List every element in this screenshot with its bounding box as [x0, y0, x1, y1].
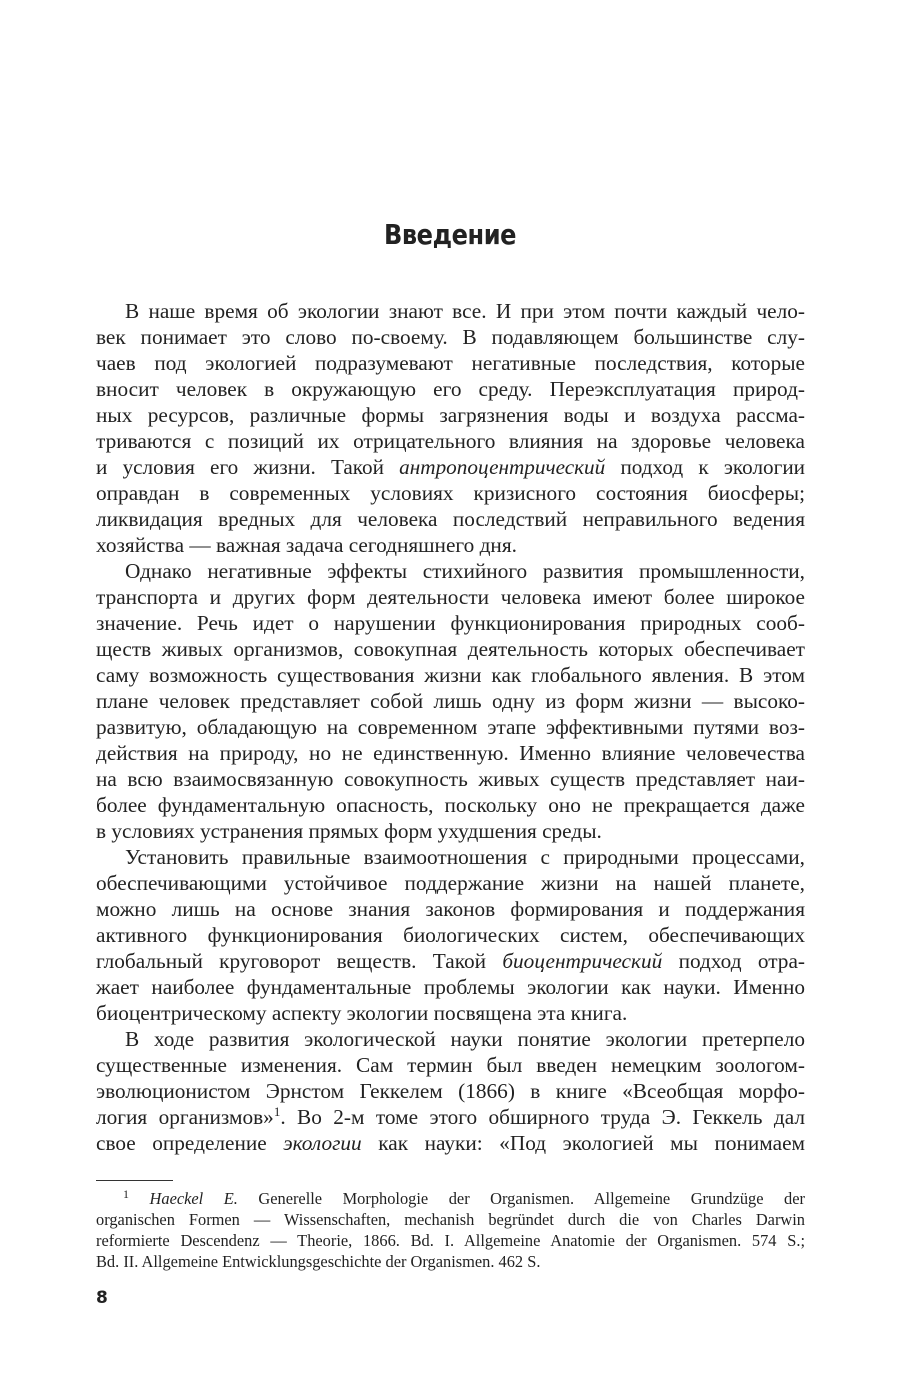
text-line: Однако негативные эффекты стихийного развития промышленности, [125, 559, 805, 583]
text-line [96, 1130, 805, 1156]
text-line: развитую, обладающую на современном этапе эффективными путями воз- [96, 715, 805, 739]
footnote-line [96, 1188, 805, 1209]
emphasis-term: антропоцентрический [399, 455, 606, 479]
text-line: активного функционирования биологических систем, обеспечивающих [96, 923, 805, 947]
text-fragment: и условия его жизни. Такой [96, 455, 400, 479]
text-line: триваются с позиций их отрицательного влияния на здоровье человека [96, 429, 805, 453]
text-fragment: логия организмов» [96, 1105, 274, 1129]
text-line: эволюционистом Эрнстом Геккелем (1866) в книге «Всеобщая морфо- [96, 1079, 805, 1103]
text-line: действия на природу, но не единственную. Именно влияние человечества [96, 741, 805, 765]
text-line: более фундаментальную опасность, поскольку оно не прекращается даже [96, 793, 805, 817]
footnote-marker: 1 [123, 1187, 129, 1201]
text-line: ных ресурсов, различные формы загрязнения воды и воздуха рассма- [96, 403, 805, 427]
text-line: оправдан в современных условиях кризисного состояния биосферы; [96, 481, 805, 505]
text-line [96, 1104, 805, 1130]
text-line: существенные изменения. Сам термин был введен немецким зоологом- [96, 1053, 805, 1077]
text-line: биоцентрическому аспекту экологии посвящена эта книга. [96, 1001, 628, 1025]
page-number: 8 [96, 1288, 108, 1308]
emphasis-term: биоцентрический [502, 949, 663, 973]
footnote-line: organischen Formen — Wissenschaften, mechanish begründet durch die von Charles Darwin [96, 1210, 805, 1229]
body-text [96, 298, 805, 1156]
text-line: транспорта и других форм деятельности человека имеют более широкое [96, 585, 805, 609]
text-fragment: свое определение [96, 1131, 284, 1155]
text-line: ществ живых организмов, совокупная деятельность которых обеспечивает [96, 637, 805, 661]
text-fragment: Generelle Morphologie der Organismen. Allgemeine Grundzüge der [237, 1189, 805, 1208]
text-line: ликвидация вредных для человека последствий неправильного ведения [96, 507, 805, 531]
text-fragment: подход к экологии [605, 455, 805, 479]
text-line: значение. Речь идет о нарушении функционирования природных сооб- [96, 611, 805, 635]
text-line: В наше время об экологии знают все. И при этом почти каждый чело- [125, 299, 805, 323]
footnote-divider [96, 1180, 173, 1181]
footnote [96, 1188, 805, 1272]
text-line: век понимает это слово по-своему. В подавляющем большинстве слу- [96, 325, 805, 349]
text-line: жает наиболее фундаментальные проблемы экологии как науки. Именно [96, 975, 805, 999]
paragraph-3 [96, 844, 805, 1026]
footnote-line: Bd. II. Allgemeine Entwicklungsgeschichte der Organismen. 462 S. [96, 1252, 541, 1271]
emphasis-term: экологии [283, 1131, 362, 1155]
chapter-title: Введение [383, 218, 517, 251]
footnote-reference[interactable]: 1 [273, 1104, 281, 1119]
text-fragment: . Во 2-м томе этого обширного труда Э. Геккель дал [280, 1105, 805, 1129]
text-line: обеспечивающими устойчивое поддержание жизни на нашей планете, [96, 871, 805, 895]
text-fragment: подход отра- [662, 949, 805, 973]
text-line: хозяйства — важная задача сегодняшнего дня. [96, 533, 517, 557]
text-line: на всю взаимосвязанную совокупность живых существ представляет наи- [96, 767, 805, 791]
text-fragment: как науки: «Под экологией мы понимаем [361, 1131, 805, 1155]
text-line: плане человек представляет собой лишь одну из форм жизни — высоко- [96, 689, 805, 713]
text-fragment: глобальный круговорот веществ. Такой [96, 949, 503, 973]
text-line: саму возможность существования жизни как глобального явления. В этом [96, 663, 805, 687]
text-line: можно лишь на основе знания законов формирования и поддержания [96, 897, 805, 921]
paragraph-4 [96, 1026, 805, 1156]
text-line: чаев под экологией подразумевают негативные последствия, которые [96, 351, 805, 375]
footnote-author: Haeckel E. [149, 1189, 238, 1208]
text-line: вносит человек в окружающую его среду. Переэксплуатация природ- [96, 377, 805, 401]
paragraph-2 [96, 558, 805, 844]
paragraph-1 [96, 298, 805, 558]
text-line: В ходе развития экологической науки понятие экологии претерпело [125, 1027, 805, 1051]
footnote-line: reformierte Descendenz — Theorie, 1866. Bd. I. Allgemeine Anatomie der Organismen. 574 S.; [96, 1231, 805, 1250]
text-line [96, 948, 805, 974]
text-line [96, 454, 805, 480]
text-line: Установить правильные взаимоотношения с природными процессами, [125, 845, 805, 869]
text-line: в условиях устранения прямых форм ухудшения среды. [96, 819, 602, 843]
